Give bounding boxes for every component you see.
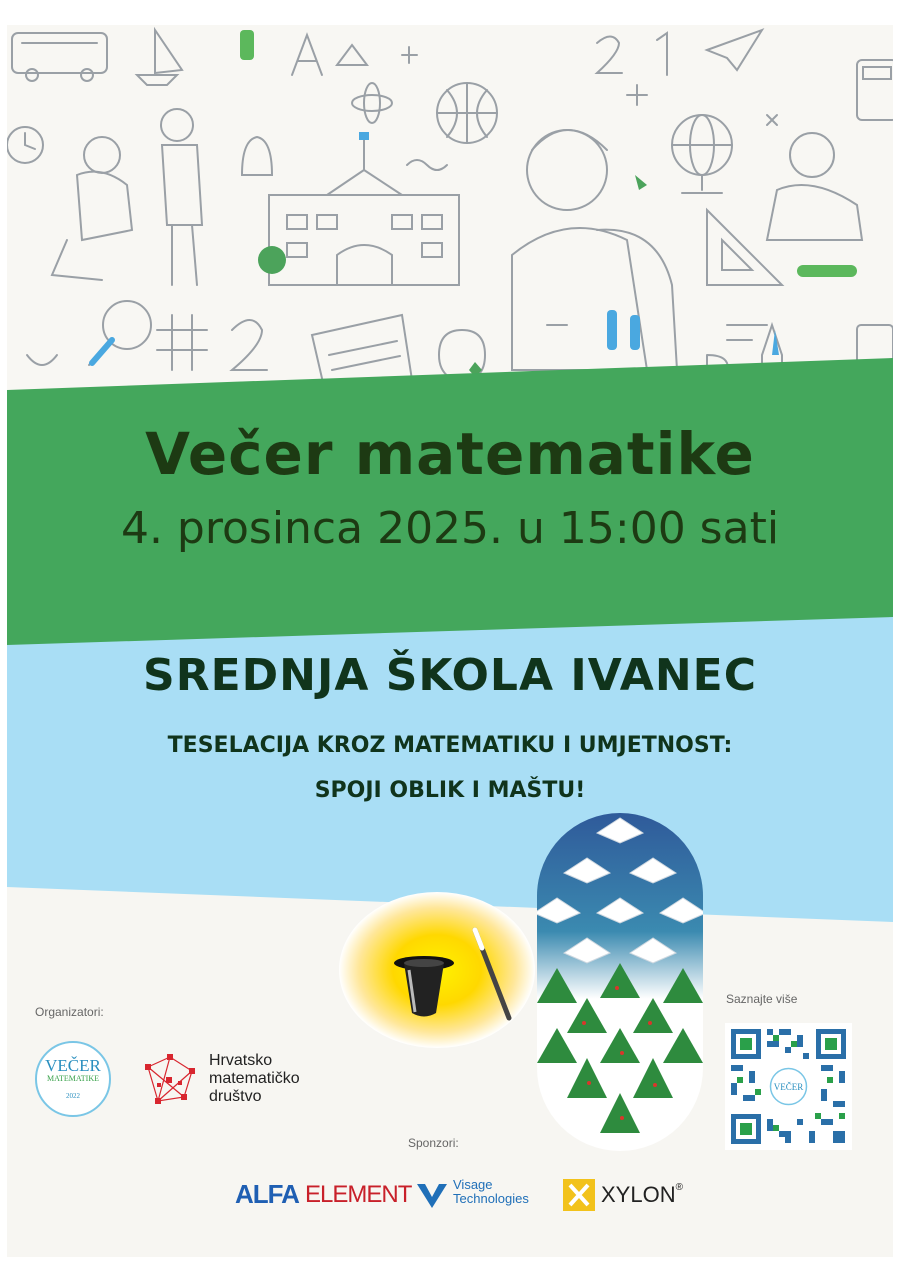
- topic-line-1: TESELACIJA KROZ MATEMATIKU I UMJETNOST:: [167, 733, 733, 758]
- qr-center-logo-text: VEČER: [773, 1082, 804, 1092]
- hmd-line1: Hrvatsko: [209, 1052, 273, 1069]
- xylon-name: XYLON: [601, 1182, 676, 1207]
- qr-code[interactable]: [725, 1023, 852, 1150]
- sponsor-alfa-logo: ALFA: [235, 1179, 299, 1209]
- xylon-logo-icon: [563, 1179, 595, 1211]
- hmd-line3: društvo: [209, 1088, 262, 1105]
- sponsor-xylon-logo: [601, 1182, 683, 1208]
- xylon-reg: ®: [675, 1182, 683, 1193]
- magic-hat-icon: [337, 890, 537, 1050]
- visage-logo-icon: [415, 1180, 449, 1210]
- visage-line2: Technologies: [453, 1191, 529, 1206]
- hmd-logo-icon: [140, 1049, 200, 1109]
- visage-line1: Visage: [453, 1177, 493, 1192]
- vecer-logo-line2: MATEMATIKE: [47, 1074, 99, 1083]
- sponsor-element-logo: ELEMENT: [305, 1181, 412, 1208]
- more-info-label: Saznajte više: [726, 992, 798, 1006]
- organizers-label: Organizatori:: [35, 1005, 104, 1019]
- hmd-line2: matematičko: [209, 1070, 300, 1087]
- event-datetime: 4. prosinca 2025. u 15:00 sati: [120, 503, 780, 554]
- topic-line-2: SPOJI OBLIK I MAŠTU!: [314, 778, 586, 803]
- vecer-logo-line1: VEČER: [45, 1056, 101, 1075]
- vecer-logo-year: 2022: [66, 1092, 80, 1100]
- green-band: [7, 358, 893, 645]
- event-title: Večer matematike: [145, 420, 755, 488]
- sponsor-visage-logo: [453, 1178, 529, 1206]
- tessellation-capsule-image: [537, 813, 703, 1151]
- hmd-logo-text: [209, 1052, 300, 1106]
- sponsors-label: Sponzori:: [408, 1136, 459, 1150]
- school-name: SREDNJA ŠKOLA IVANEC: [143, 650, 757, 701]
- vecer-matematike-logo: [35, 1041, 111, 1117]
- poster: [7, 25, 893, 1257]
